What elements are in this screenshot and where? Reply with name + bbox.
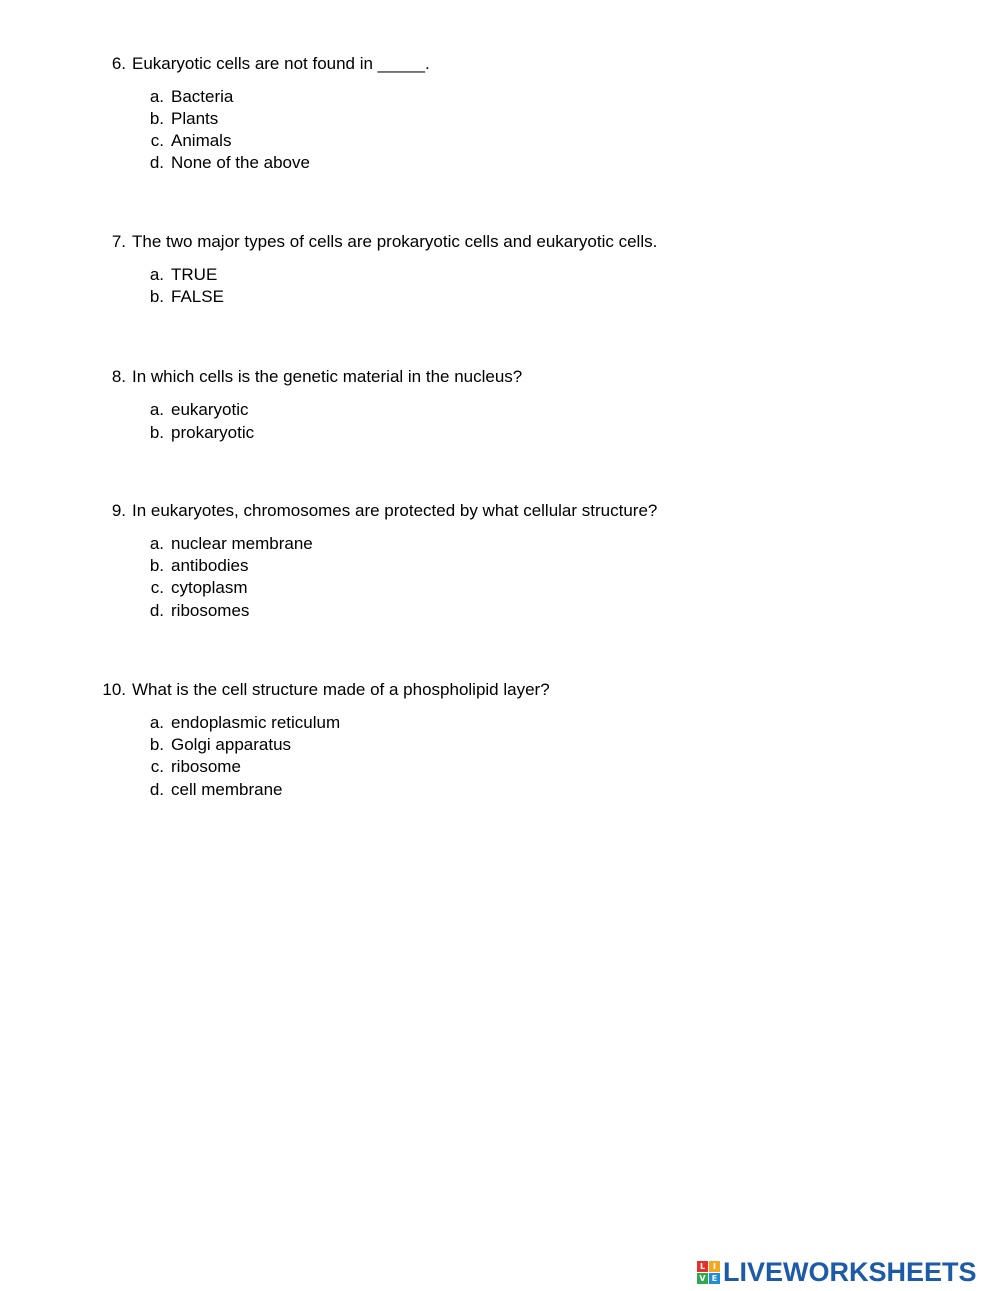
question-number: 7. xyxy=(111,232,126,251)
option-text: antibodies xyxy=(171,556,249,575)
option-c[interactable] xyxy=(0,577,1000,599)
option-letter: d. xyxy=(149,153,164,172)
option-text: FALSE xyxy=(171,287,224,306)
option-text: prokaryotic xyxy=(171,423,255,442)
question-line xyxy=(0,230,1000,254)
option-text: Animals xyxy=(171,131,232,150)
option-c[interactable] xyxy=(0,756,1000,778)
option-text: eukaryotic xyxy=(171,400,249,419)
logo-text: LIVEWORKSHEETS xyxy=(723,1257,977,1287)
option-text: TRUE xyxy=(171,265,218,284)
option-text: Plants xyxy=(171,109,219,128)
question-number: 9. xyxy=(111,501,126,520)
option-text: ribosomes xyxy=(171,601,250,620)
option-text: Golgi apparatus xyxy=(171,735,292,754)
option-letter: a. xyxy=(149,534,164,553)
question-line xyxy=(0,365,1000,389)
question-line xyxy=(0,678,1000,702)
logo-block: V xyxy=(697,1273,708,1284)
option-letter: c. xyxy=(150,131,164,150)
question-number: 10. xyxy=(102,680,126,699)
logo-block: I xyxy=(709,1261,720,1272)
option-letter: a. xyxy=(149,400,164,419)
option-letter: d. xyxy=(149,780,164,799)
option-b[interactable] xyxy=(0,555,1000,577)
option-letter: a. xyxy=(149,713,164,732)
question-text: The two major types of cells are prokaryotic cells and eukaryotic cells. xyxy=(132,232,658,251)
question-line xyxy=(0,499,1000,523)
logo-blocks-icon xyxy=(697,1261,720,1284)
question-number: 8. xyxy=(111,367,126,386)
option-letter: b. xyxy=(149,287,164,306)
question-text: Eukaryotic cells are not found in _____. xyxy=(132,54,430,73)
option-d[interactable] xyxy=(0,152,1000,174)
logo-block: E xyxy=(709,1273,720,1284)
question-line xyxy=(0,52,1000,76)
option-text: Bacteria xyxy=(171,87,234,106)
option-a[interactable] xyxy=(0,712,1000,734)
option-letter: c. xyxy=(150,757,164,776)
option-c[interactable] xyxy=(0,130,1000,152)
option-letter: a. xyxy=(149,87,164,106)
option-text: cytoplasm xyxy=(171,578,248,597)
option-letter: b. xyxy=(149,735,164,754)
option-letter: b. xyxy=(149,109,164,128)
option-d[interactable] xyxy=(0,600,1000,622)
option-b[interactable] xyxy=(0,422,1000,444)
option-a[interactable] xyxy=(0,86,1000,108)
option-text: cell membrane xyxy=(171,780,283,799)
option-letter: c. xyxy=(150,578,164,597)
question-text: In eukaryotes, chromosomes are protected by what cellular structure? xyxy=(132,501,658,520)
option-text: nuclear membrane xyxy=(171,534,313,553)
option-text: endoplasmic reticulum xyxy=(171,713,341,732)
option-b[interactable] xyxy=(0,108,1000,130)
option-letter: b. xyxy=(149,556,164,575)
liveworksheets-logo[interactable] xyxy=(697,1256,977,1288)
question-text: In which cells is the genetic material in the nucleus? xyxy=(132,367,523,386)
question-text: What is the cell structure made of a phospholipid layer? xyxy=(132,680,550,699)
option-letter: d. xyxy=(149,601,164,620)
option-b[interactable] xyxy=(0,734,1000,756)
question-number: 6. xyxy=(111,54,126,73)
option-d[interactable] xyxy=(0,779,1000,801)
option-a[interactable] xyxy=(0,399,1000,421)
option-b[interactable] xyxy=(0,286,1000,308)
option-text: ribosome xyxy=(171,757,241,776)
option-a[interactable] xyxy=(0,264,1000,286)
option-a[interactable] xyxy=(0,533,1000,555)
option-letter: b. xyxy=(149,423,164,442)
logo-block: L xyxy=(697,1261,708,1272)
option-letter: a. xyxy=(149,265,164,284)
option-text: None of the above xyxy=(171,153,310,172)
